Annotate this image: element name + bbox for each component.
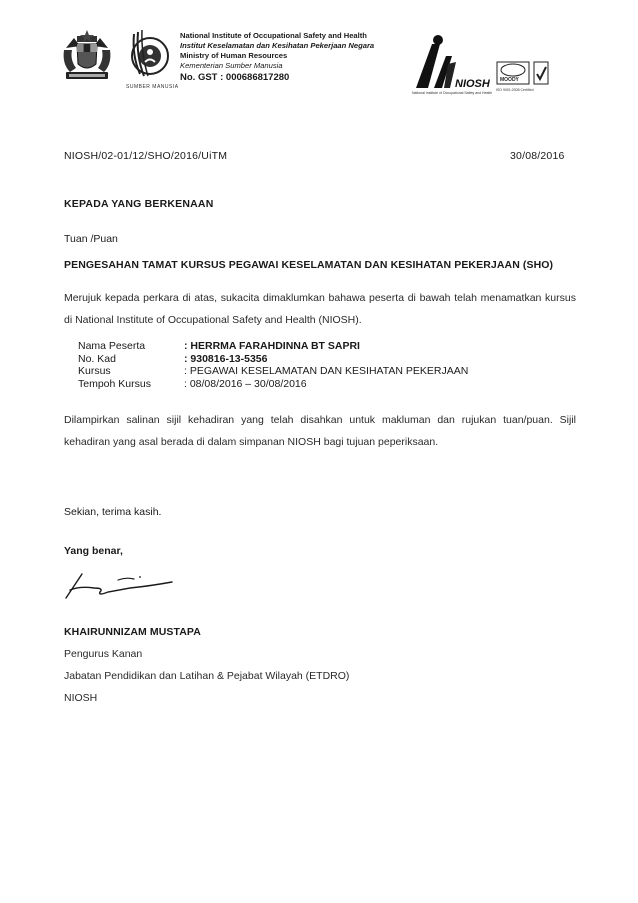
detail-label: Kursus (78, 365, 111, 377)
recipient-heading: KEPADA YANG BERKENAAN (64, 198, 214, 210)
niosh-tagline: National Institute of Occupational Safety and Health (412, 91, 493, 95)
detail-value: : HERRMA FARAHDINNA BT SAPRI (184, 340, 360, 352)
letterhead-line-2: Institut Keselamatan dan Kesihatan Pekerjaan Negara (180, 41, 375, 50)
detail-label: No. Kad (78, 352, 116, 365)
ministry-caption: SUMBER MANUSIA (126, 84, 179, 90)
detail-value: : 08/08/2016 – 30/08/2016 (184, 377, 307, 390)
letterhead-line-1: National Institute of Occupational Safety and Health (180, 31, 367, 40)
certification-logos (496, 60, 550, 90)
certification-tag: ISO 9001:2008 Certified (496, 88, 534, 92)
subject-line: PENGESAHAN TAMAT KURSUS PEGAWAI KESELAMATAN DAN KESIHATAN PEKERJAAN (SHO) (64, 259, 554, 271)
niosh-wordmark: NIOSH (455, 78, 490, 90)
handwritten-signature (60, 562, 190, 602)
paragraph-attachment: Dilampirkan salinan sijil kehadiran yang telah disahkan untuk makluman dan rujukan tuan/puan. Sijil kehadiran yang asal berada di dalam simpanan NIOSH bagi tujuan peperiksaan. (64, 414, 576, 448)
detail-row-course (78, 365, 468, 378)
detail-value: : PEGAWAI KESELAMATAN DAN KESIHATAN PEKERJAAN (184, 365, 469, 377)
signer-name: KHAIRUNNIZAM MUSTAPA (64, 626, 201, 638)
salutation: Tuan /Puan (64, 233, 118, 245)
letterhead-text (180, 31, 374, 83)
detail-row-duration (78, 378, 468, 391)
paragraph-intro: Merujuk kepada perkara di atas, sukacita dimaklumkan bahawa peserta di bawah telah menamatkan kursus di National Institute of Occupational Safety and Health (NIOSH). (64, 292, 576, 326)
participant-details (78, 340, 468, 390)
ministry-of-human-resources-logo (126, 26, 179, 90)
detail-row-id (78, 353, 468, 366)
letter-date: 30/08/2016 (510, 150, 565, 162)
signer-department: Jabatan Pendidikan dan Latihan & Pejabat Wilayah (ETDRO) (64, 670, 350, 682)
detail-value: : 930816-13-5356 (184, 352, 268, 365)
reference-number: NIOSH/02-01/12/SHO/2016/UiTM (64, 150, 228, 162)
gst-number: No. GST : 000686817280 (180, 72, 290, 83)
closing-line: Sekian, terima kasih. (64, 506, 162, 518)
detail-row-name (78, 340, 468, 353)
signer-position: Pengurus Kanan (64, 648, 143, 660)
letterhead-line-4: Kementerian Sumber Manusia (180, 61, 283, 70)
malaysia-coat-of-arms-logo (58, 28, 116, 86)
detail-label: Tempoh Kursus (78, 377, 151, 390)
detail-label: Nama Peserta (78, 340, 146, 352)
signer-organization: NIOSH (64, 692, 98, 704)
letterhead-line-3: Ministry of Human Resources (180, 51, 288, 60)
cert-mark-text: MOODY (500, 77, 519, 83)
yours-sincerely: Yang benar, (64, 545, 123, 557)
niosh-logo (412, 34, 492, 96)
